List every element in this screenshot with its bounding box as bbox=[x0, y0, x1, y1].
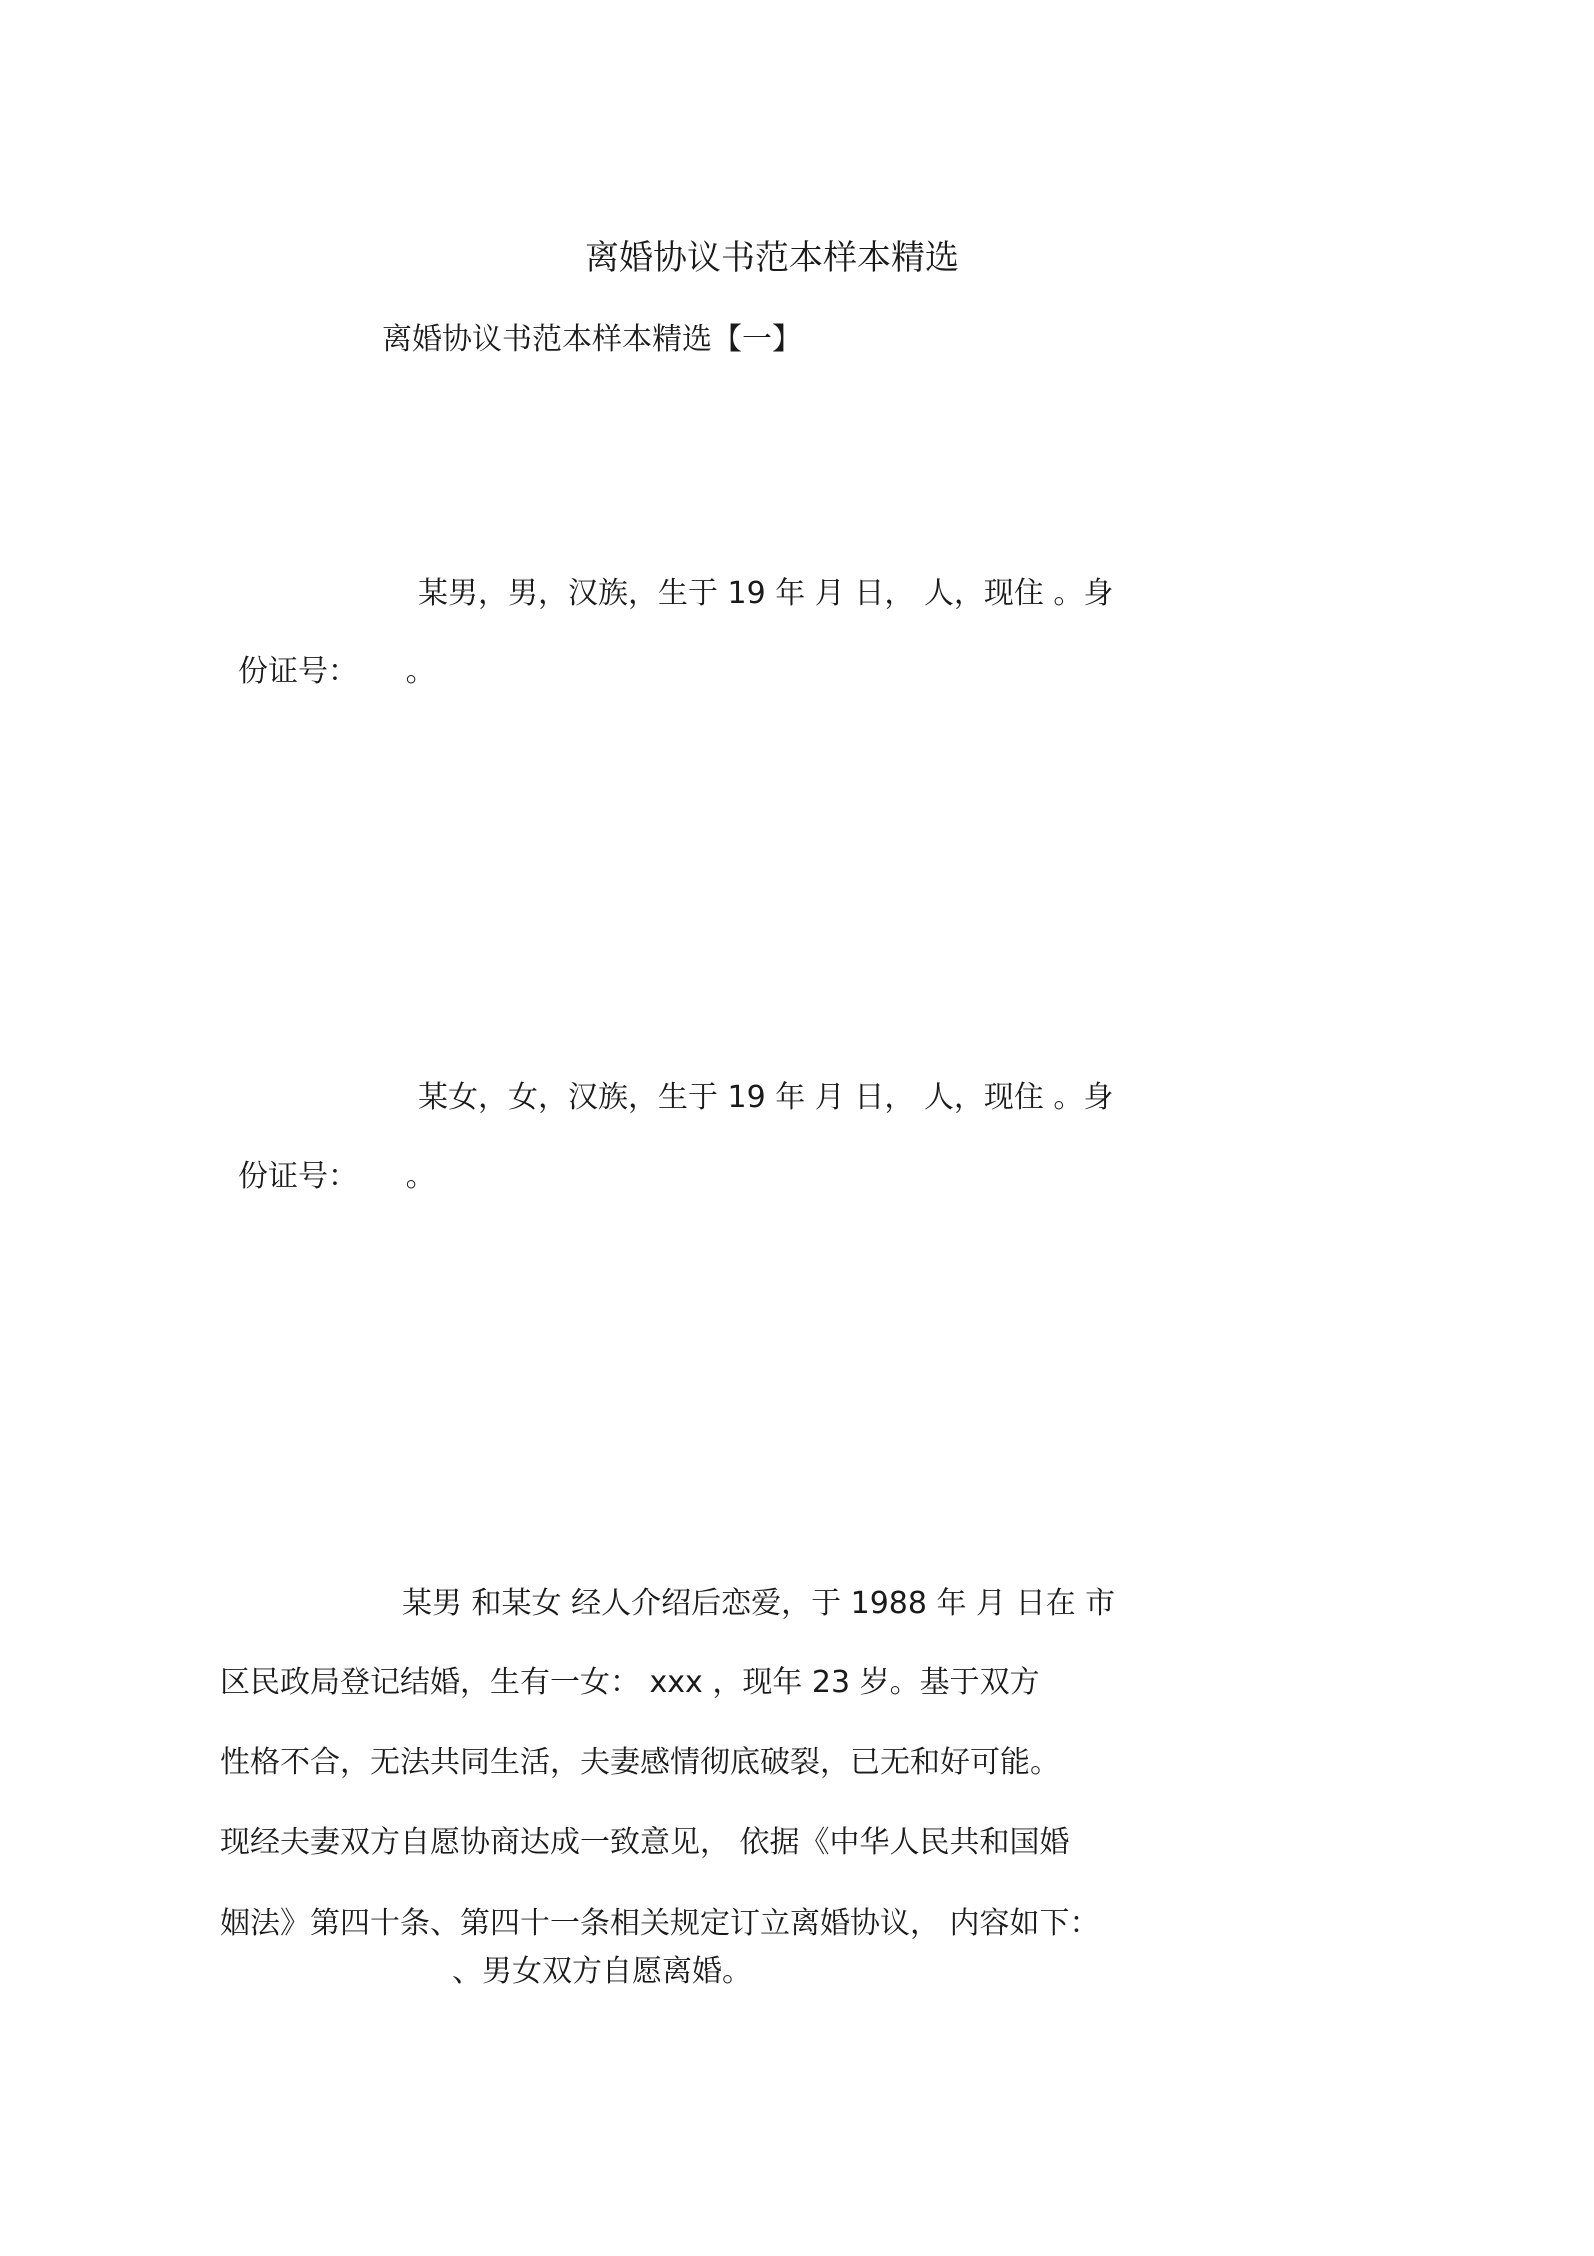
paragraph-line-2: 区民政局登记结婚，生有一女： xxx ，现年 23 岁。基于双方 bbox=[220, 1665, 1040, 1700]
woman-info-line-1: 某女，女，汉族，生于 19 年 月 日， 人，现住 。身 bbox=[418, 1080, 1114, 1115]
paragraph-line-1: 某男 和某女 经人介绍后恋爱，于 1988 年 月 日在 市 bbox=[402, 1586, 1116, 1621]
paragraph-line-4: 现经夫妻双方自愿协商达成一致意见， 依据《中华人民共和国婚 bbox=[220, 1825, 1070, 1860]
paragraph-line-5: 姻法》第四十条、第四十一条相关规定订立离婚协议， 内容如下： bbox=[220, 1906, 1100, 1941]
paragraph-line-3: 性格不合，无法共同生活，夫妻感情彻底破裂，已无和好可能。 bbox=[220, 1745, 1060, 1780]
man-info-line-1: 某男，男，汉族，生于 19 年 月 日， 人，现住 。身 bbox=[418, 576, 1114, 611]
document-title: 离婚协议书范本样本精选 bbox=[585, 238, 959, 278]
clause-1: 、男女双方自愿离婚。 bbox=[452, 1954, 752, 1989]
woman-info-line-2: 份证号： 。 bbox=[238, 1159, 436, 1194]
section-heading: 离婚协议书范本样本精选【一】 bbox=[382, 322, 802, 357]
man-info-line-2: 份证号： 。 bbox=[238, 654, 436, 689]
